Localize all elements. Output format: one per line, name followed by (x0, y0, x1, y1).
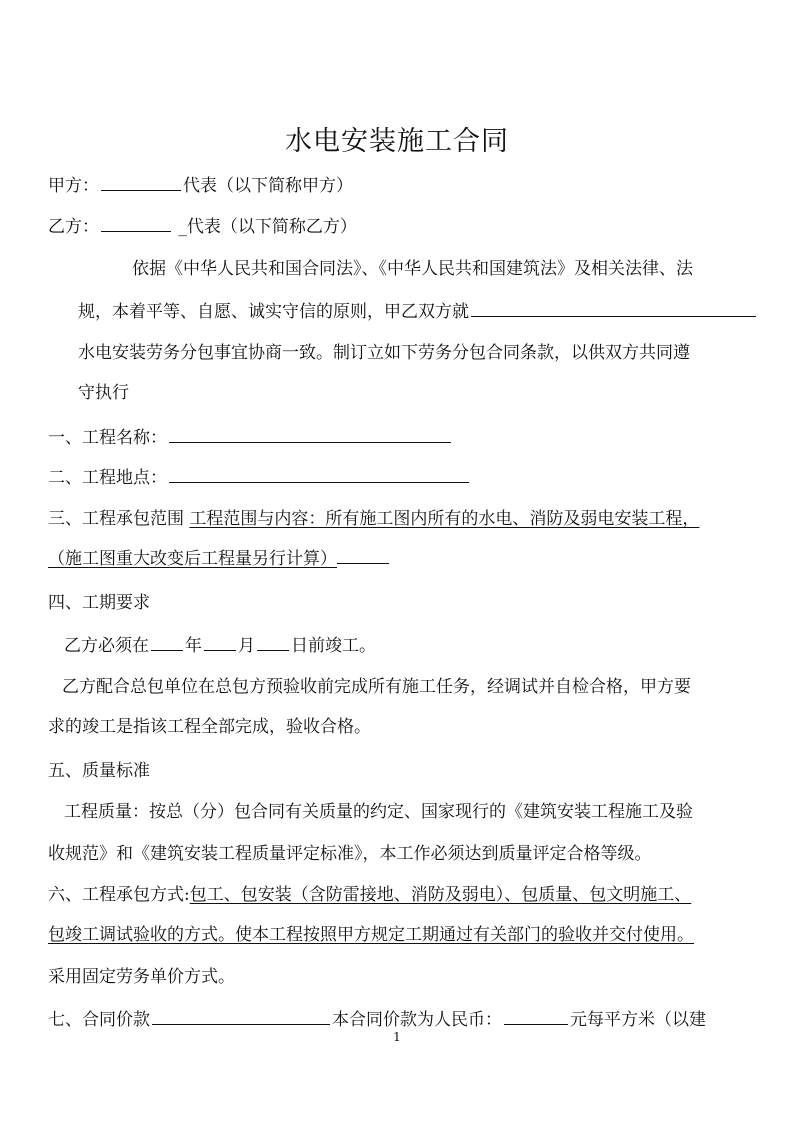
section-5-line-1: 工程质量：按总（分）包合同有关质量的约定、国家现行的《建筑安装工程施工及验 (64, 802, 693, 822)
section-2-line (48, 464, 471, 491)
section-3-line-1 (48, 506, 699, 532)
project-location-blank[interactable] (169, 464, 469, 483)
party-b-label: 乙方： (48, 217, 99, 237)
deadline-year-blank[interactable] (151, 632, 183, 651)
section-6-label: 六、工程承包方式: (48, 885, 190, 905)
section-2-label: 二、工程地点： (48, 468, 167, 488)
section-1-label: 一、工程名称： (48, 428, 167, 448)
section-1-line (48, 424, 453, 451)
section-3-note: （施工图重大改变后工程量另行计算） (48, 549, 337, 569)
section-6-method-1: 包工、包安装（含防雷接地、消防及弱电）、包质量、包文明施工、 (189, 885, 692, 905)
deadline-day-blank[interactable] (257, 632, 289, 651)
section-6-line-1 (48, 882, 691, 908)
party-a-blank[interactable] (101, 172, 181, 191)
section-7-suffix: 元每平方米（以建 (570, 1010, 706, 1030)
deadline-prefix: 乙方必须在 (64, 636, 149, 656)
section-4-line-2: 乙方配合总包单位在总包方预验收前完成所有施工任务，经调试并自检合格，甲方要 (62, 677, 691, 697)
preamble-line-2-text: 规，本着平等、自愿、诚实守信的原则，甲乙双方就 (78, 302, 469, 322)
party-b-line (48, 213, 357, 240)
section-4-heading: 四、工期要求 (48, 593, 150, 613)
contract-price-blank[interactable] (152, 1006, 330, 1025)
preamble-line-4: 守执行 (78, 383, 129, 403)
deadline-month-label: 月 (238, 636, 255, 656)
section-3-label: 三、工程承包范围 (48, 509, 184, 529)
section-7-line (48, 1006, 706, 1033)
section-3-scope: 工程范围与内容：所有施工图内所有的水电、消防及弱电安装工程， (189, 509, 700, 529)
party-a-line (48, 172, 353, 199)
page-number: 1 (393, 1030, 401, 1044)
unit-price-blank[interactable] (504, 1006, 568, 1025)
preamble-line-1: 依据《中华人民共和国合同法》、《中华人民共和国建筑法》及相关法律、法 (132, 259, 693, 279)
section-5-heading: 五、质量标准 (48, 761, 150, 781)
section-3-underline-pad (337, 562, 389, 564)
party-b-rest: 代表（以下简称乙方） (186, 217, 357, 237)
party-a-label: 甲方： (48, 176, 99, 196)
preamble-line-2 (78, 298, 758, 325)
project-title-blank[interactable] (169, 424, 451, 443)
section-7-label: 七、合同价款 (48, 1010, 150, 1030)
project-name-blank[interactable] (471, 298, 756, 317)
section-7-middle: 本合同价款为人民币： (332, 1010, 502, 1030)
party-b-gap: _ (178, 217, 187, 237)
deadline-suffix: 日前竣工。 (291, 636, 376, 656)
preamble-line-3: 水电安装劳务分包事宜协商一致。制订立如下劳务分包合同条款，以供双方共同遵 (78, 343, 690, 363)
section-4-line-3: 求的竣工是指该工程全部完成，验收合格。 (48, 717, 371, 737)
section-6-line-3: 采用固定劳务单价方式。 (48, 967, 235, 987)
contract-title: 水电安装施工合同 (285, 126, 509, 157)
party-a-rest: 代表（以下简称甲方） (183, 176, 353, 196)
deadline-year-label: 年 (185, 636, 202, 656)
section-3-line-2 (48, 546, 389, 572)
section-6-method-2: 包竣工调试验收的方式。使本工程按照甲方规定工期通过有关部门的验收并交付使用。 (48, 925, 694, 945)
deadline-month-blank[interactable] (204, 632, 236, 651)
section-6-line-2 (48, 922, 694, 948)
party-b-blank[interactable] (101, 213, 171, 232)
section-5-line-2: 收规范》和《建筑安装工程质量评定标准》，本工作必须达到质量评定合格等级。 (48, 844, 652, 864)
section-4-line-1 (64, 632, 376, 659)
